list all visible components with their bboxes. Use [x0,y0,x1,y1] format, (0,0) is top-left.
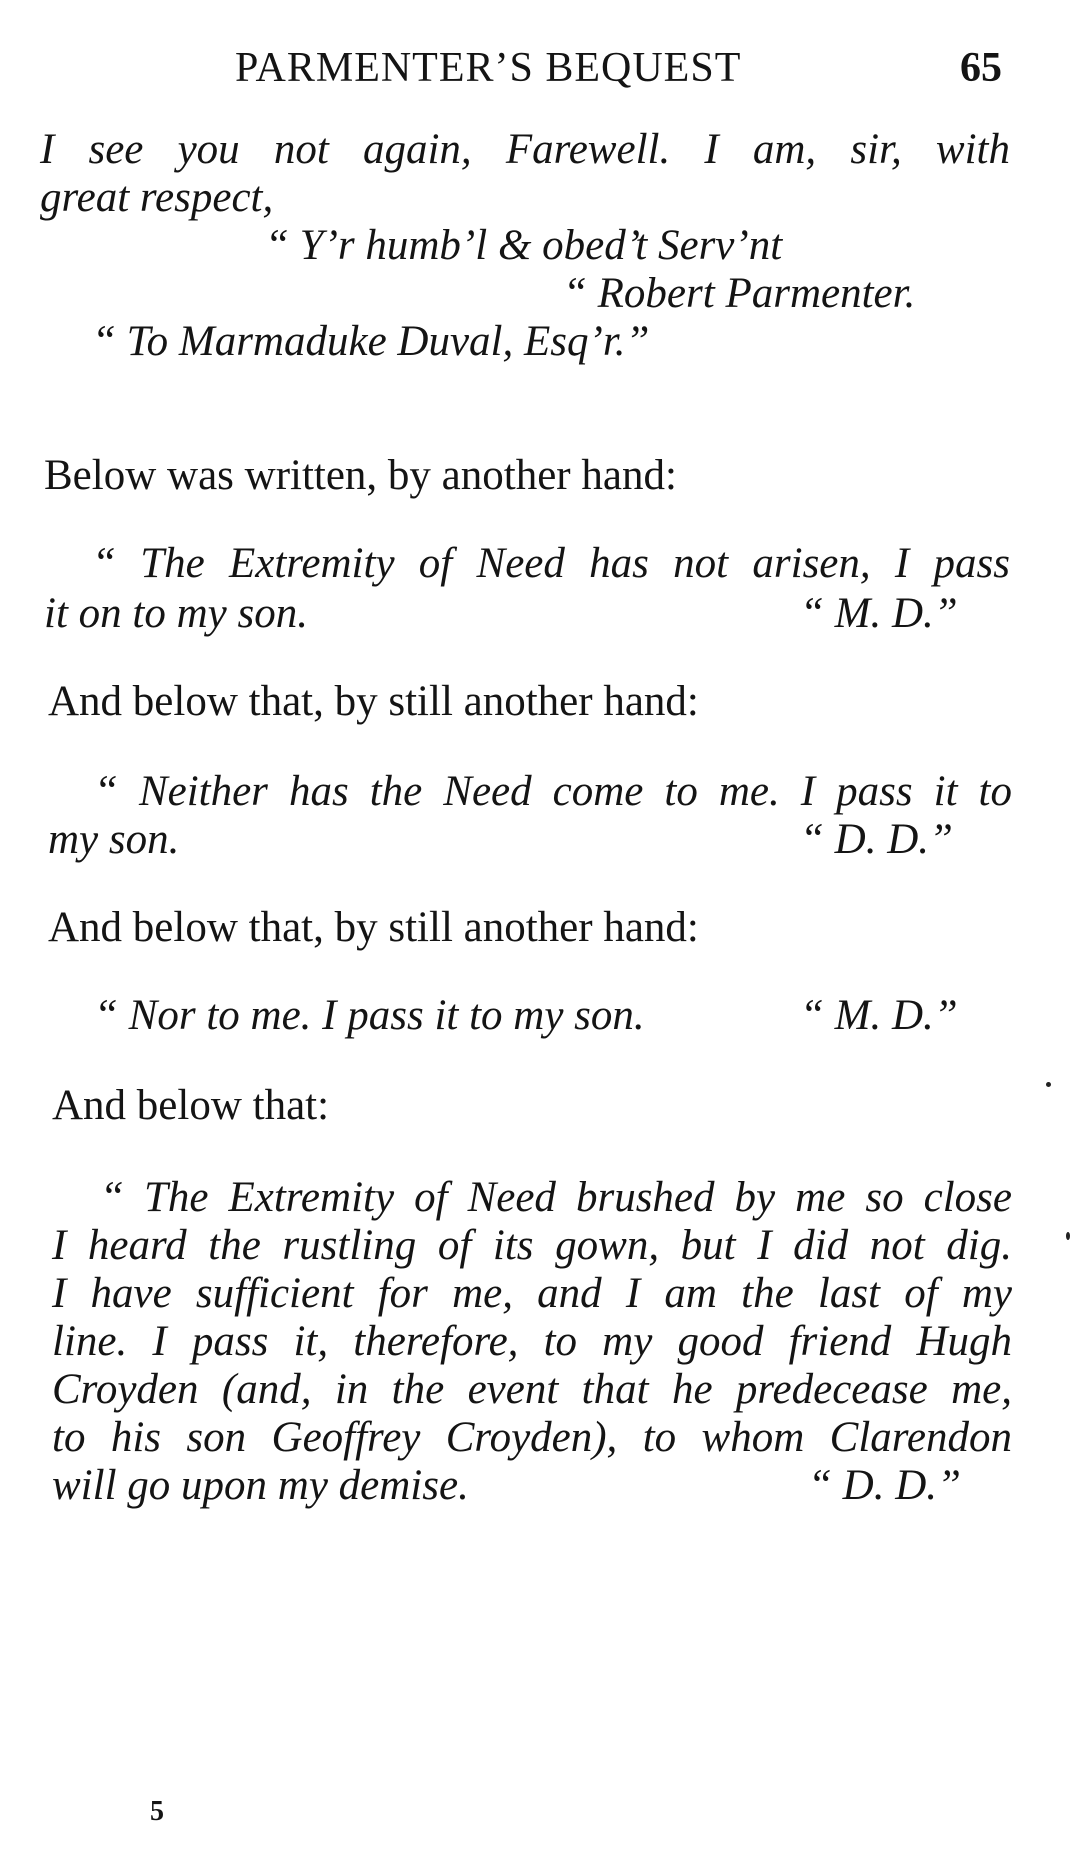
note4-line-1: “ The Extremity of Need brushed by me so close [100,1174,1012,1221]
letter-closing: “ Y’r humb’l & obed’t Serv’nt [265,222,783,269]
note4-line-3: I have sufficient for me, and I am the last of my [52,1270,1012,1317]
scan-speck [1046,1082,1051,1087]
note1-signature: “ M. D.” [800,590,958,637]
intro-paragraph-4: And below that: [52,1082,330,1129]
note4-line-7: will go upon my demise. [52,1462,469,1509]
note3-signature: “ M. D.” [800,992,958,1039]
note4-signature: “ D. D.” [808,1462,961,1509]
intro-paragraph-1: Below was written, by another hand: [44,452,677,499]
intro-paragraph-2: And below that, by still another hand: [48,678,699,725]
scan-speck [1066,1232,1070,1240]
note2-line-2: my son. [48,816,180,863]
signature-mark: 5 [150,1796,164,1827]
page-header [0,44,1082,104]
intro-paragraph-3: And below that, by still another hand: [48,904,699,951]
letter-signature: “ Robert Parmenter. [563,270,916,317]
running-head: PARMENTER’S BEQUEST [235,45,742,91]
note4-line-5: Croyden (and, in the event that he predecease me, [52,1366,1012,1413]
note1-line-2: it on to my son. [44,590,308,637]
letter-addressee: “ To Marmaduke Duval, Esq’r.” [92,318,650,365]
letter-line-1: I see you not again, Farewell. I am, sir, with [40,126,1010,173]
note3-line-1: “ Nor to me. I pass it to my son. [94,992,645,1039]
note4-line-2: I heard the rustling of its gown, but I did not dig. [52,1222,1012,1269]
letter-line-2: great respect, [40,174,274,221]
note4-line-6: to his son Geoffrey Croyden), to whom Clarendon [52,1414,1012,1461]
note2-line-1: “ Neither has the Need come to me. I pass it to [94,768,1012,815]
note1-line-1: “ The Extremity of Need has not arisen, I pass [92,540,1010,587]
page-number: 65 [960,45,1002,91]
note4-line-4: line. I pass it, therefore, to my good friend Hugh [52,1318,1012,1365]
note2-signature: “ D. D.” [800,816,953,863]
